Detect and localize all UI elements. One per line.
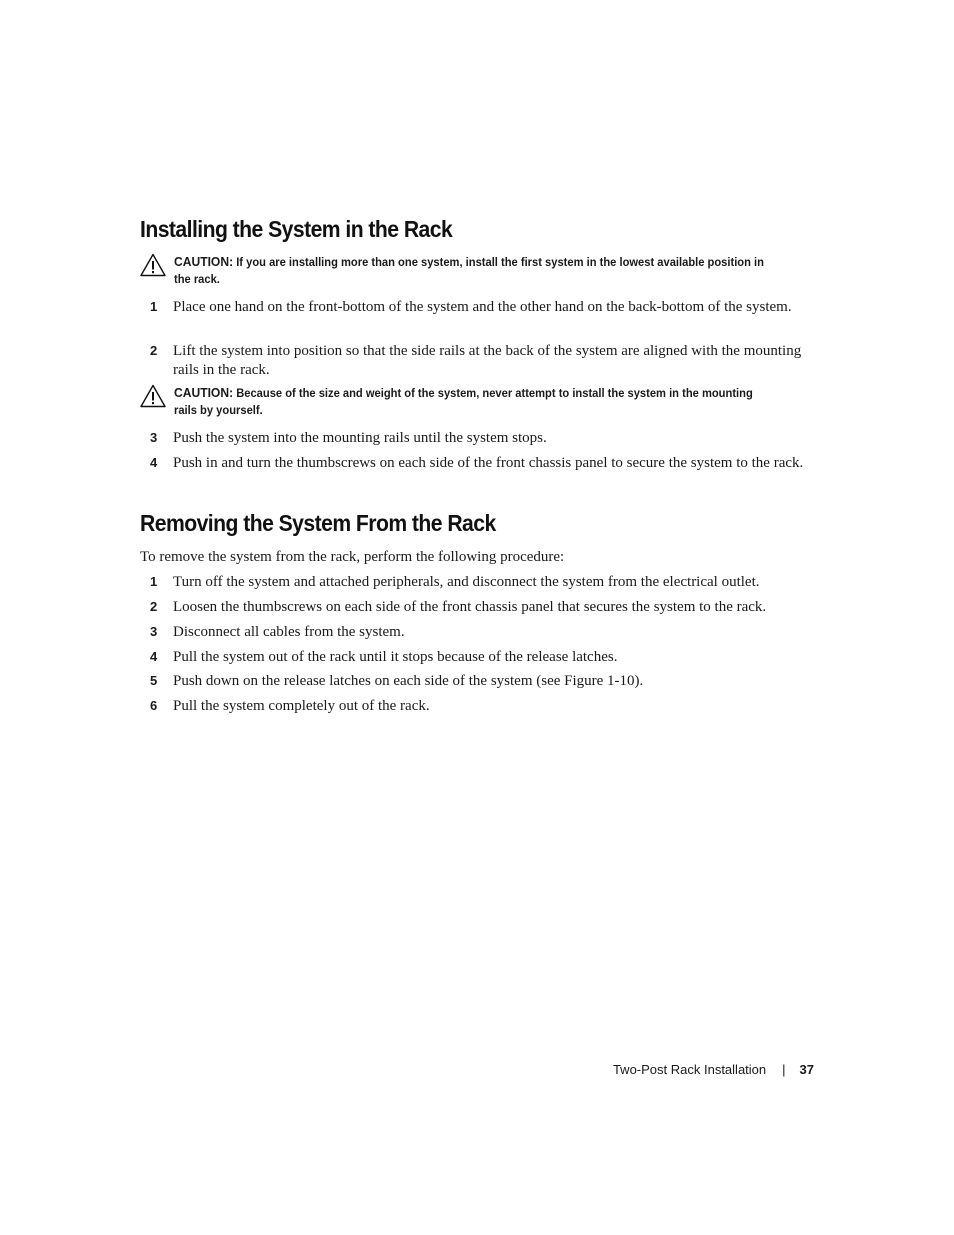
- step-text: Push in and turn the thumbscrews on each side of the front chassis panel to secure the system to the rack.: [173, 455, 804, 471]
- step-text: Pull the system completely out of the rack.: [173, 698, 430, 714]
- step-number: 6: [150, 698, 158, 713]
- step-text: Push down on the release latches on each side of the system (see Figure 1-10).: [173, 673, 644, 689]
- page-number: 37: [799, 1062, 814, 1077]
- warning-triangle-icon: [140, 253, 166, 277]
- caution-text: [174, 253, 779, 288]
- step-text: Loosen the thumbscrews on each side of the front chassis panel that secures the system to the rack.: [173, 599, 767, 615]
- section-heading-removing: Removing the System From the Rack: [140, 510, 496, 536]
- step-text: Pull the system out of the rack until it stops because of the release latches.: [173, 649, 618, 665]
- warning-triangle-icon: [140, 384, 166, 408]
- section-heading-installing: Installing the System in the Rack: [140, 216, 453, 242]
- step-number: 2: [150, 599, 158, 614]
- step-number: 3: [150, 624, 158, 639]
- step-number: 3: [150, 430, 158, 445]
- caution-text: [174, 384, 779, 419]
- step-number: 1: [150, 574, 158, 589]
- caution-body: Because of the size and weight of the system, never attempt to install the system in the mounting rails by yourself.: [174, 386, 753, 417]
- footer-chapter-title: Two-Post Rack Installation: [612, 1062, 767, 1077]
- step-text: Lift the system into position so that the side rails at the back of the system are aligned with the mounting rails in the rack.: [173, 343, 802, 378]
- footer-separator: |: [782, 1062, 786, 1077]
- step-number: 1: [150, 299, 158, 314]
- step-text: Turn off the system and attached peripherals, and disconnect the system from the electrical outlet.: [173, 574, 760, 590]
- intro-paragraph: To remove the system from the rack, perform the following procedure:: [140, 549, 565, 565]
- step-number: 4: [150, 455, 158, 470]
- page-footer: [613, 1062, 814, 1077]
- caution-body: If you are installing more than one system, install the first system in the lowest available position in the rack.: [174, 255, 764, 286]
- step-number: 4: [150, 649, 158, 664]
- caution-label: CAUTION:: [174, 254, 234, 269]
- step-text: Push the system into the mounting rails until the system stops.: [173, 430, 547, 446]
- step-number: 2: [150, 343, 158, 358]
- caution-label: CAUTION:: [174, 385, 234, 400]
- step-text: Disconnect all cables from the system.: [173, 624, 405, 640]
- step-number: 5: [150, 673, 158, 688]
- step-text: Place one hand on the front-bottom of the system and the other hand on the back-bottom of the system.: [173, 299, 792, 315]
